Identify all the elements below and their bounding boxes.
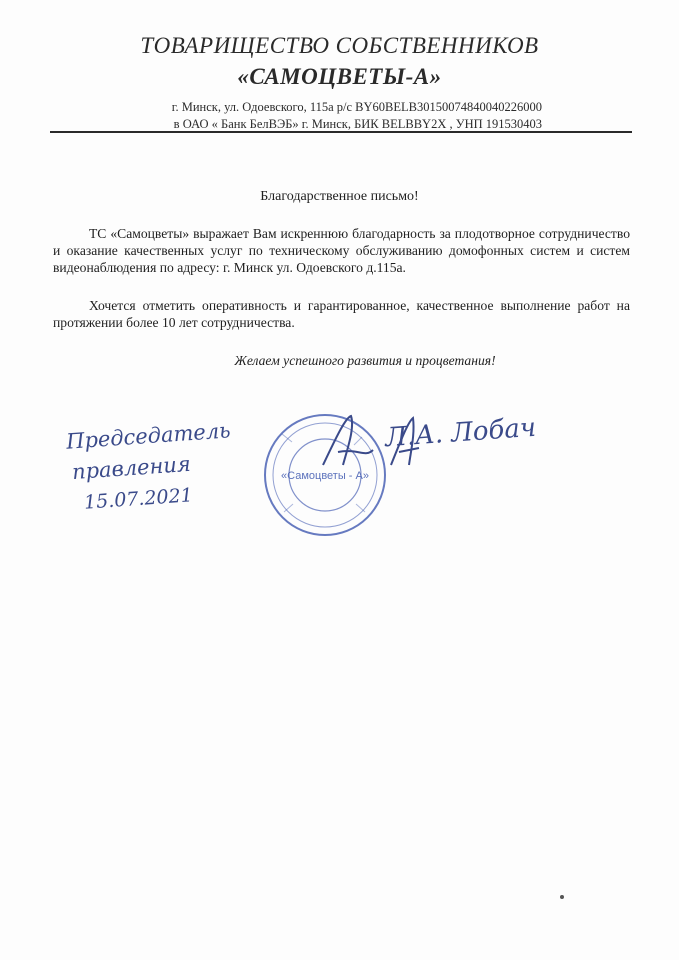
requisites-address: г. Минск, ул. Одоевского, 115а р/с BY60BELB30150074840040226000 <box>171 100 542 114</box>
requisites-bank: в ОАО « Банк БелВЭБ» г. Минск, БИК BELBBY2X , УНП 191530403 <box>173 117 542 131</box>
handwritten-position-line1: Председатель <box>65 418 232 454</box>
letter-paragraph-1: ТС «Самоцветы» выражает Вам искреннюю благодарность за плодотворное сотрудничество и оказание качественных услуг по техническому обслуживанию домофонных систем и систем видеонаблюдения по адресу: г. Минск ул. Одоевского д.115а. <box>53 226 630 275</box>
letter-closing-wish: Желаем успешного развития и процветания! <box>234 353 496 368</box>
signer-name: Л.А. Лобач <box>384 412 537 454</box>
handwritten-position-line2: правления <box>71 451 192 485</box>
handwritten-date: 15.07.2021 <box>83 484 194 514</box>
organization-name: ТОВАРИЩЕСТВО СОБСТВЕННИКОВ <box>140 33 539 58</box>
header-divider <box>50 131 632 133</box>
stamp-text: «Самоцветы - А» <box>281 470 369 482</box>
letter-heading: Благодарственное письмо! <box>260 189 419 204</box>
paper-speck <box>560 895 564 899</box>
letter-paragraph-2: Хочется отметить оперативность и гарантированное, качественное выполнение работ на протяжении более 10 лет сотрудничества. <box>53 298 630 330</box>
organization-short-name: «САМОЦВЕТЫ-А» <box>237 64 442 89</box>
